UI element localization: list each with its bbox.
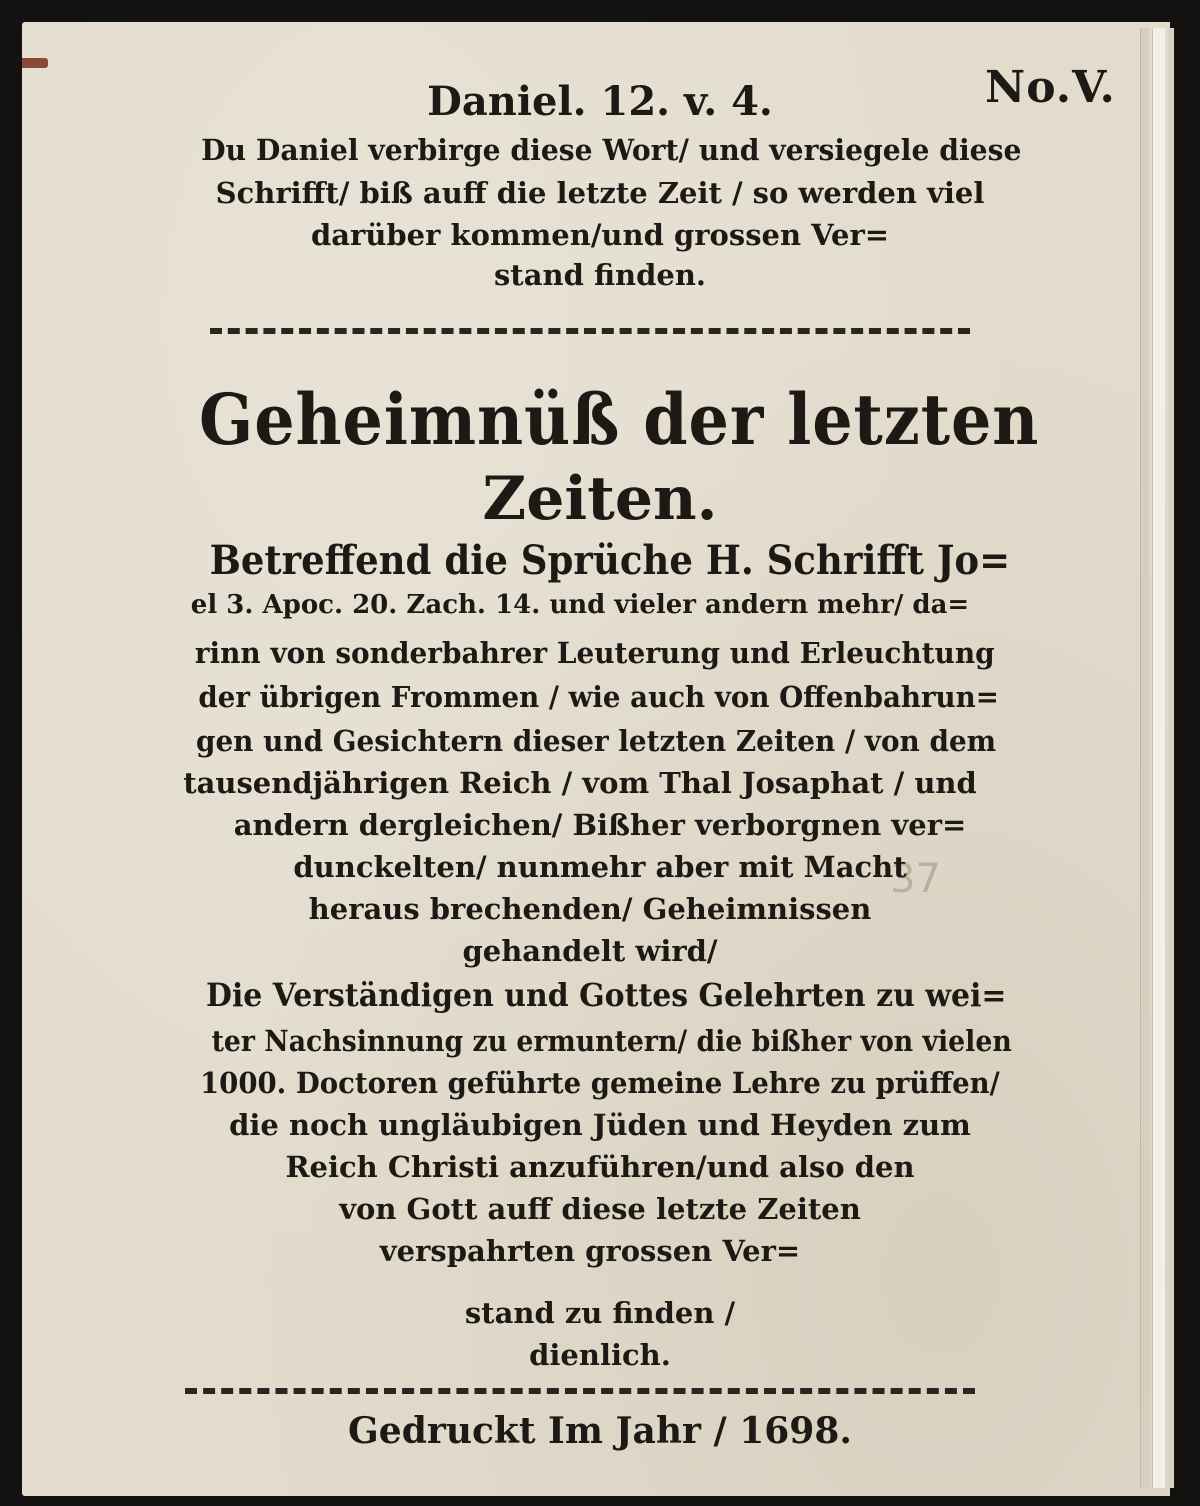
divider-rule: [210, 328, 970, 334]
body-line: andern dergleichen/ Bißher verborgnen ver=: [233, 808, 967, 842]
body-line: die noch ungläubigen Jüden und Heyden zum: [229, 1108, 971, 1142]
body-line: Betreffend die Sprüche H. Schrifft Jo=: [209, 537, 1011, 584]
body-line: dienlich.: [529, 1338, 671, 1372]
shelf-mark: No.V.: [985, 62, 1116, 113]
epigraph-line: Du Daniel verbirge diese Wort/ und versiegele diese: [201, 133, 1022, 167]
page-edge: [1152, 28, 1165, 1488]
body-line: von Gott auff diese letzte Zeiten: [339, 1192, 861, 1226]
epigraph-reference: Daniel. 12. v. 4.: [427, 78, 773, 125]
body-line: 1000. Doctoren geführte gemeine Lehre zu prüffen/: [200, 1066, 1000, 1100]
epigraph-line: darüber kommen/und grossen Ver=: [310, 218, 890, 252]
page-edge: [1140, 28, 1149, 1488]
imprint-line: Gedruckt Im Jahr / 1698.: [348, 1410, 852, 1452]
page-edge: [1168, 28, 1174, 1488]
body-line: dunckelten/ nunmehr aber mit Macht: [293, 850, 907, 884]
body-line: Reich Christi anzuführen/und also den: [285, 1150, 915, 1184]
body-line: verspahrten grossen Ver=: [379, 1234, 801, 1268]
main-title-line-2: Zeiten.: [482, 464, 718, 534]
pencil-page-number: 37: [890, 856, 941, 902]
body-line: stand zu finden /: [464, 1296, 736, 1330]
divider-rule: [185, 1388, 975, 1394]
main-title-line-1: Geheimnüß der letzten: [199, 378, 1040, 461]
body-line: Die Verständigen und Gottes Gelehrten zu wei=: [206, 976, 1007, 1014]
body-line: tausendjährigen Reich / vom Thal Josaphat / und: [183, 766, 977, 800]
body-line: el 3. Apoc. 20. Zach. 14. und vieler andern mehr/ da=: [190, 590, 970, 620]
epigraph-line: stand finden.: [493, 258, 707, 292]
body-line: heraus brechenden/ Geheimnissen: [308, 892, 872, 926]
bookmark-tab: [22, 58, 48, 68]
body-line: der übrigen Frommen / wie auch von Offenbahrun=: [198, 680, 999, 714]
body-line: gehandelt wird/: [462, 934, 718, 968]
epigraph-line: Schrifft/ biß auff die letzte Zeit / so werden viel: [215, 176, 985, 210]
body-line: ter Nachsinnung zu ermuntern/ die bißher von vielen: [211, 1024, 1012, 1058]
body-line: rinn von sonderbahrer Leuterung und Erleuchtung: [194, 636, 995, 670]
body-line: gen und Gesichtern dieser letzten Zeiten / von dem: [196, 724, 997, 758]
